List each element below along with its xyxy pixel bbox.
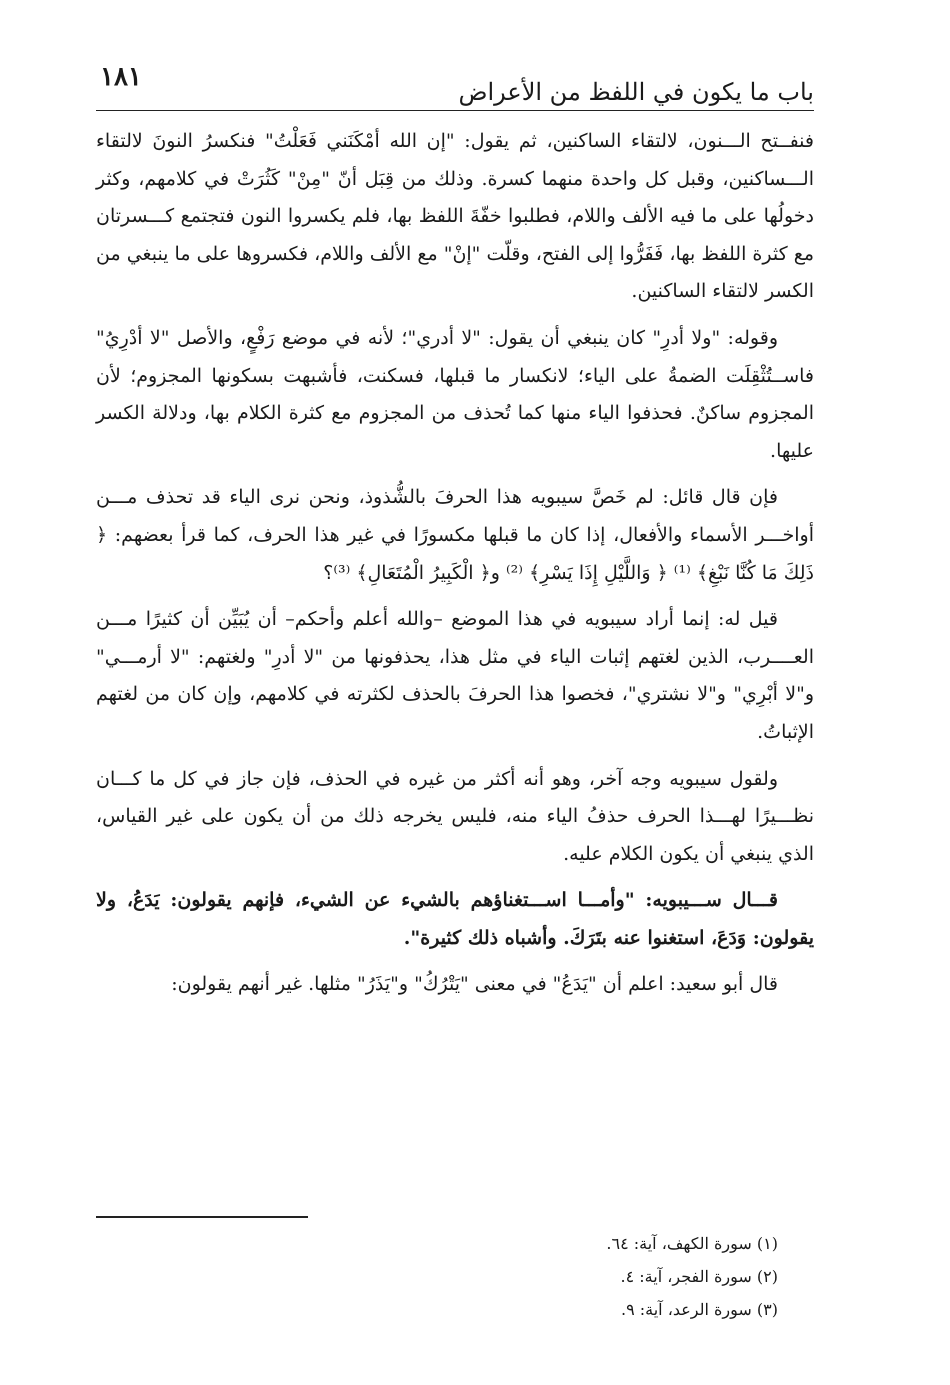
paragraph-5: ولقول سيبويه وجه آخر، وهو أنه أكثر من غيره في الحذف، فإن جاز في كل ما كـــان نظـــيرًا لهـــذا الحرف حذفُ الياء منه، فليس يخرجه ذلك من أن يكون على غير القياس، الذي ينبغي أن يكون الكلام عليه. [96,767,814,865]
paragraph-1: فنفــتح الـــنون، لالتقاء الساكنين، ثم يقول: "إن الله أمْكَنَني فَعَلْتُ" فنكسرُ النونَ لالتقاء الـــساكنين، وقبل كل واحدة منهما كسرة. وذلك من قِبَل أنّ "مِنْ" كَثُرَتْ في كلامهم، وكثر دخولُها على ما فيه الألف واللام، فطلبوا خفّةَ اللفظ بها، فلم يكسروا النون فتجتمع كـــسرتان مع كثرة اللفظ بها، فَفَرُّوا إلى الفتح، وقلّت "إنْ" مع الألف واللام، فكسروها على ما ينبغي من الكسر لالتقاء الساكنين. [96,130,814,303]
main-text [96,123,814,1004]
footnote-2: (٢) سورة الفجر، آية: ٤. [620,1267,778,1286]
footnote-separator [96,1216,308,1218]
page-number: ١٨١ [100,62,142,92]
paragraph-4: قيل له: إنما أراد سيبويه في هذا الموضع –والله أعلم وأحكم– أن يُبَيِّن أن كثيرًا مـــن العــــرب، الذين لغتهم إثبات الياء في مثل هذا، يحذفونها من "لا أدرِ" ولغتهم: "لا أرمـــي" و"لا أبْرِي" و"لا نشتري"، فخصوا هذا الحرفَ بالحذف لكثرته في كلامهم، وإن كان من لغتهم الإثباتُ. [96,608,814,743]
footnote-3: (٣) سورة الرعد، آية: ٩. [620,1300,778,1319]
sibawayh-quote-paragraph: قـــال ســـيبويه: "وأمـــا اســـتغناؤهم بالشيء عن الشيء، فإنهم يقولون: يَدَعُ، ولا يقولون: وَدَعَ، استغنوا عنه بتَرَكَ. وأشباه ذلك كثيرة". [96,889,814,949]
paragraph-7: قال أبو سعيد: اعلم أن "يَدَعُ" في معنى "يَتْرُكُ" و"يَذَرُ" مثلها. غير أنهم يقولون: [171,973,778,996]
book-page [96,60,814,1360]
running-header [96,60,814,111]
chapter-title: باب ما يكون في اللفظ من الأعراض [458,78,814,106]
paragraph-2: وقوله: "ولا أدرِ" كان ينبغي أن يقول: "لا أدري"؛ لأنه في موضع رَفْعٍ، والأصل "لا أدْرِيُ" فاســتُثْقِلَت الضمةُ على الياء؛ لانكسار ما قبلها، فسكنت، فأشبهت بسكونها المجزوم؛ لأن المجزوم ساكنٌ. فحذفوا الياء منها كما تُحذف من المجزوم مع كثرة الكلام بها، ودلالة الكسر عليها. [96,326,814,462]
footnote-1: (١) سورة الكهف، آية: ٦٤. [606,1234,778,1253]
paragraph-3: فإن قال قائل: لم خَصَّ سيبويه هذا الحرفَ بالشُّذوذ، ونحن نرى الياء قد تحذف مـــن أواخـــر الأسماء والأفعال، إذا كان ما قبلها مكسورًا في غير هذا الحرف، كما قرأ بعضهم: ﴿ ذَلِكَ مَا كُنَّا نَبْغِ﴾ ⁽¹⁾ ﴿ وَاللَّيْلِ إِذَا يَسْرِ﴾ ⁽²⁾ و﴿ الْكَبِيرُ الْمُتَعَالِ﴾ ⁽³⁾؟ [96,486,814,584]
footnotes [96,1232,814,1331]
